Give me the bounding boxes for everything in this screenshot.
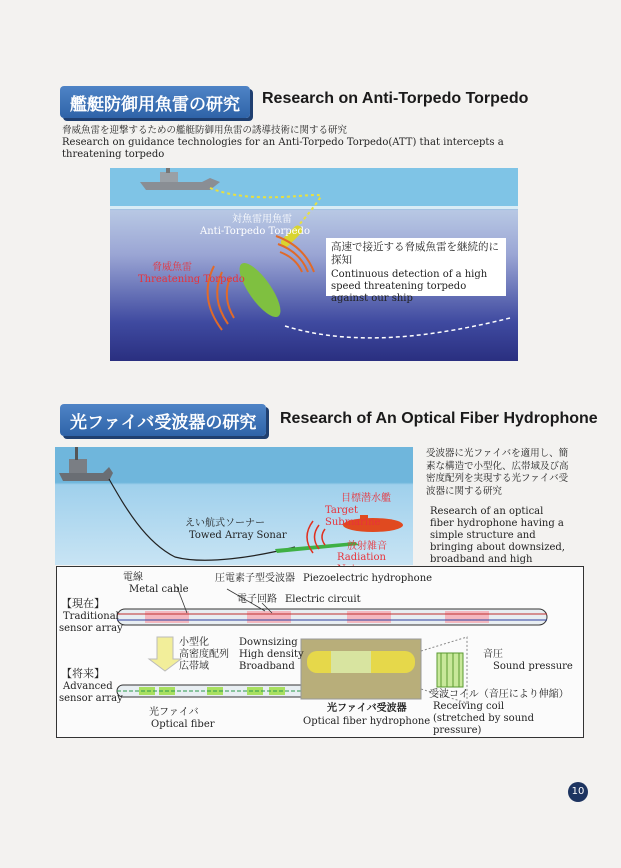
- piezo-en: Piezoelectric hydrophone: [303, 573, 433, 584]
- target-jp: 目標潜水艦: [341, 493, 391, 504]
- target-en: Target Submarine: [325, 505, 381, 528]
- coil-en1: Receiving coil: [433, 701, 505, 712]
- section2-desc-jp: 受波器に光ファイバを適用し、簡素な構造で小型化、広帯域及び高密度配列を実現する光ファイバ受波器に関する研究: [426, 448, 569, 497]
- future-jp: 【将来】: [61, 667, 105, 680]
- noise-en: Radiation: [337, 552, 386, 563]
- sensor-array-diagram: [56, 566, 584, 738]
- fiber-en: Optical fiber: [151, 719, 215, 730]
- pressure-en: Sound pressure: [493, 661, 573, 672]
- noise-jp: 放射雑音: [347, 541, 387, 552]
- threatening-torpedo-icon: [233, 257, 288, 322]
- current-jp: 【現在】: [61, 597, 105, 610]
- future-en2: sensor array: [59, 693, 123, 704]
- att-label-en: Anti-Torpedo Torpedo: [200, 226, 310, 237]
- receiving-coil-icon: [437, 653, 463, 687]
- metal-en: Metal cable: [129, 584, 189, 595]
- section2-title-jp: 光ファイバ受波器の研究: [60, 404, 266, 436]
- arrow-en2: High density: [239, 649, 304, 660]
- section1-title-en: Research on Anti-Torpedo Torpedo: [262, 90, 529, 107]
- threat-label-jp: 脅威魚雷: [152, 262, 192, 273]
- ofh-jp: 光ファイバ受波器: [327, 703, 407, 714]
- circuit-en: Electric circuit: [285, 594, 361, 605]
- towed-jp: えい航式ソーナー: [185, 518, 265, 529]
- coil-jp: 受波コイル（音圧により伸縮）: [429, 689, 569, 700]
- piezo-jp: 圧電素子型受波器: [215, 573, 295, 584]
- ofh-en: Optical fiber hydrophone: [303, 716, 431, 727]
- towed-array-illustration: [55, 447, 413, 565]
- arrow-jp3: 広帯域: [179, 661, 209, 672]
- callout-box: [326, 238, 506, 304]
- page-number: 10: [568, 782, 588, 802]
- coil-en2: (stretched by sound pressure): [433, 713, 534, 736]
- current-en2: sensor array: [59, 623, 123, 634]
- section2-title-en: Research of An Optical Fiber Hydrophone: [280, 410, 598, 427]
- current-en1: Traditional: [63, 611, 119, 622]
- callout-en: Continuous detection of a high speed threatening torpedo against our ship: [331, 269, 488, 304]
- att-label-jp: 対魚雷用魚雷: [232, 214, 292, 225]
- threat-label-en: Threatening Torpedo: [138, 274, 245, 285]
- fiber-jp: 光ファイバ: [149, 707, 199, 718]
- callout-jp: 高速で接近する脅威魚雷を継続的に探知: [331, 241, 499, 266]
- arrow-jp2: 高密度配列: [179, 649, 229, 660]
- att-illustration: [110, 168, 518, 361]
- future-en1: Advanced: [63, 681, 113, 692]
- arrow-en1: Downsizing: [239, 637, 298, 648]
- towed-en: Towed Array Sonar: [189, 530, 287, 541]
- arrow-jp1: 小型化: [179, 637, 209, 648]
- section1-title-jp: 艦艇防御用魚雷の研究: [60, 86, 250, 118]
- warship-icon: [59, 447, 113, 481]
- metal-jp: 電線: [123, 572, 143, 583]
- pressure-jp: 音圧: [483, 649, 503, 660]
- section1-desc-jp: 脅威魚雷を迎撃するための艦艇防御用魚雷の誘導技術に関する研究: [62, 125, 348, 136]
- circuit-jp: 電子回路: [237, 594, 277, 605]
- section1-desc-en: Research on guidance technologies for an Anti-Torpedo Torpedo(ATT) that intercepts a threatening torpedo: [62, 137, 504, 160]
- section2-desc-en: Research of an optical fiber hydrophone having a simple structure and bringing about downsized, broadband and high: [430, 506, 565, 565]
- arrow-en3: Broadband: [239, 661, 295, 672]
